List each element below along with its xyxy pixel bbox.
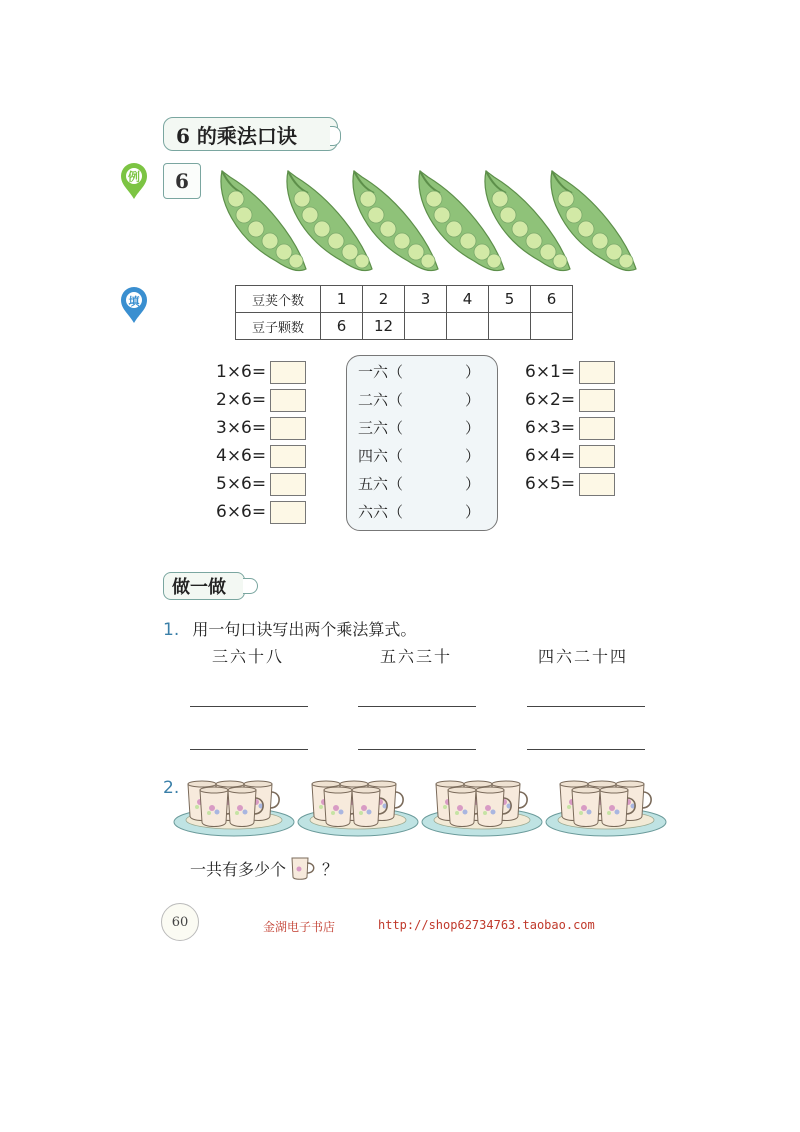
pea-pods-illustration	[212, 165, 637, 275]
equation-text: 3×6=	[216, 418, 267, 438]
rhyme-row[interactable]	[358, 361, 480, 383]
answer-line[interactable]	[190, 749, 308, 750]
equation-row	[216, 445, 306, 467]
equation-text: 6×3=	[525, 418, 576, 438]
equation-text: 2×6=	[216, 390, 267, 410]
answer-box[interactable]	[270, 445, 306, 468]
practice-heading: 做一做	[163, 572, 245, 600]
pods-beans-table	[235, 285, 573, 340]
example-number: 6	[163, 163, 201, 199]
rhyme-prompt: 五六三十	[380, 647, 453, 666]
table-cell: 5	[489, 286, 531, 313]
store-url[interactable]: http://shop62734763.taobao.com	[378, 918, 595, 932]
question-mark: ？	[322, 859, 339, 879]
equation-text: 6×2=	[525, 390, 576, 410]
svg-text:例: 例	[127, 170, 141, 184]
question-number: 1.	[163, 620, 180, 640]
cup-icon	[290, 855, 318, 881]
equation-row	[216, 501, 306, 523]
question-text: 用一句口诀写出两个乘法算式。	[192, 620, 417, 639]
answer-line[interactable]	[358, 749, 476, 750]
rhyme-row[interactable]	[358, 389, 480, 411]
rhyme-text: 四六（	[358, 447, 404, 465]
equation-row	[525, 389, 615, 411]
equation-row	[216, 389, 306, 411]
rhyme-close: ）	[464, 503, 480, 521]
answer-line[interactable]	[527, 706, 645, 707]
equation-text: 4×6=	[216, 446, 267, 466]
table-cell: 12	[363, 313, 405, 340]
answer-line[interactable]	[527, 749, 645, 750]
answer-box[interactable]	[579, 361, 615, 384]
table-cell: 6	[531, 286, 573, 313]
equation-row	[525, 417, 615, 439]
blank-cell[interactable]	[489, 313, 531, 340]
equation-text: 1×6=	[216, 362, 267, 382]
equation-row	[216, 361, 306, 383]
table-cell: 4	[447, 286, 489, 313]
blank-cell[interactable]	[531, 313, 573, 340]
table-cell: 1	[321, 286, 363, 313]
answer-box[interactable]	[270, 389, 306, 412]
answer-box[interactable]	[579, 417, 615, 440]
equation-row	[525, 473, 615, 495]
blank-cell[interactable]	[405, 313, 447, 340]
rhyme-close: ）	[464, 475, 480, 493]
answer-box[interactable]	[270, 501, 306, 524]
plate-of-cups-4	[546, 781, 666, 836]
table-row	[236, 286, 573, 313]
table-row	[236, 313, 573, 340]
rhyme-close: ）	[464, 363, 480, 381]
plate-of-cups-3	[422, 781, 542, 836]
rhyme-prompt: 三六十八	[212, 647, 285, 666]
equation-text: 6×6=	[216, 502, 267, 522]
rhyme-close: ）	[464, 447, 480, 465]
equation-row	[216, 417, 306, 439]
equation-text: 6×4=	[525, 446, 576, 466]
equation-row	[216, 473, 306, 495]
page-number: 60	[161, 903, 199, 941]
fill-marker-icon	[118, 285, 150, 329]
equation-text: 6×5=	[525, 474, 576, 494]
table-cell: 3	[405, 286, 447, 313]
rhyme-text: 二六（	[358, 391, 404, 409]
right-equations	[525, 361, 615, 495]
rhyme-row[interactable]	[358, 501, 480, 523]
answer-line[interactable]	[190, 706, 308, 707]
cups-on-plates-illustration	[168, 776, 672, 842]
svg-text:填: 填	[128, 295, 140, 308]
question-number: 2.	[163, 778, 180, 798]
question-text: 一共有多少个	[190, 859, 287, 879]
table-cell: 2	[363, 286, 405, 313]
equation-text: 5×6=	[216, 474, 267, 494]
equation-text: 6×1=	[525, 362, 576, 382]
answer-line[interactable]	[358, 706, 476, 707]
rhyme-text: 六六（	[358, 503, 404, 521]
lesson-title: 6 的乘法口诀	[163, 117, 338, 151]
rhyme-text: 一六（	[358, 363, 404, 381]
title-tab-decoration	[330, 126, 341, 146]
rhyme-text: 五六（	[358, 475, 404, 493]
rhyme-prompt: 四六二十四	[538, 647, 629, 666]
rhyme-list	[358, 361, 480, 523]
equation-row	[525, 361, 615, 383]
answer-box[interactable]	[270, 361, 306, 384]
plate-of-cups-2	[298, 781, 418, 836]
equation-row	[525, 445, 615, 467]
example-marker-icon	[118, 161, 150, 205]
table-cell: 6	[321, 313, 363, 340]
question-1	[163, 617, 416, 640]
rhyme-text: 三六（	[358, 419, 404, 437]
answer-box[interactable]	[270, 473, 306, 496]
plate-of-cups-1	[174, 781, 294, 836]
blank-cell[interactable]	[447, 313, 489, 340]
store-name: 金湖电子书店	[263, 920, 336, 934]
rhyme-row[interactable]	[358, 417, 480, 439]
row-label-pods: 豆荚个数	[236, 286, 321, 313]
row-label-beans: 豆子颗数	[236, 313, 321, 340]
left-equations	[216, 361, 306, 523]
answer-box[interactable]	[579, 473, 615, 496]
rhyme-close: ）	[464, 419, 480, 437]
answer-box[interactable]	[579, 389, 615, 412]
rhyme-row[interactable]	[358, 473, 480, 495]
question-2-text	[190, 855, 338, 881]
heading-tab-decoration	[243, 578, 258, 594]
answer-box[interactable]	[579, 445, 615, 468]
rhyme-close: ）	[464, 391, 480, 409]
answer-box[interactable]	[270, 417, 306, 440]
rhyme-row[interactable]	[358, 445, 480, 467]
